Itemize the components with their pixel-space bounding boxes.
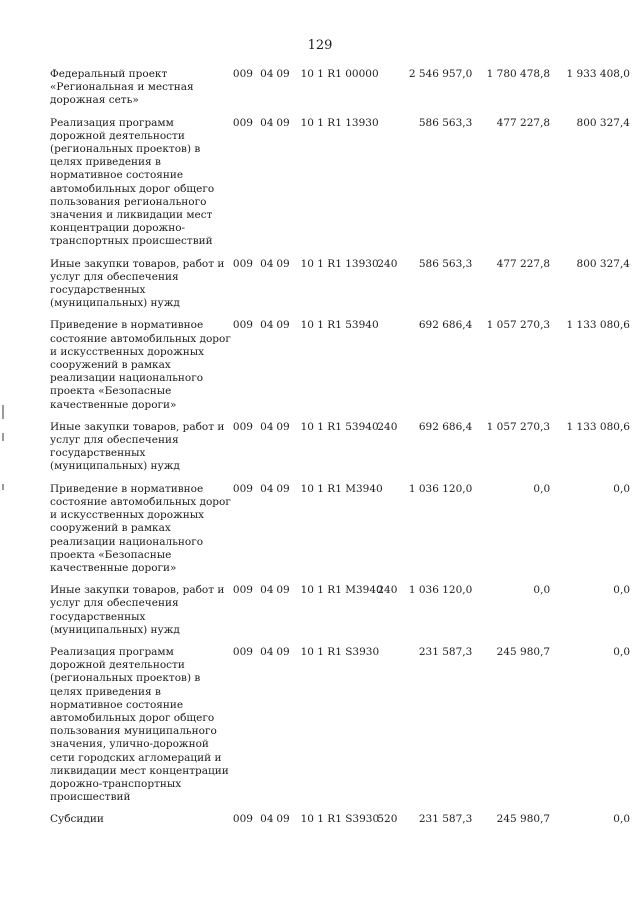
row-ved-code: 009: [232, 482, 253, 495]
row-target-article: 10 1 R1 13930: [300, 257, 379, 270]
row-section-code: 04: [260, 257, 274, 270]
row-spacer: [50, 804, 630, 813]
row-subsection-code: 09: [276, 482, 290, 495]
row-amount-year2: 1 780 478,8: [486, 68, 551, 80]
table-row: [50, 258, 630, 311]
row-subsection-code: 09: [276, 420, 290, 433]
table-row: [50, 68, 630, 108]
table-row: [50, 117, 630, 249]
row-subsection-code: 09: [276, 645, 290, 658]
row-amount-year1: 586 563,3: [418, 257, 473, 270]
row-target-article: 10 1 R1 S3930: [300, 813, 380, 826]
row-spacer-cell: [50, 249, 630, 258]
row-name: Иные закупки товаров, работ и услуг для обеспечения государственных (муниципальных) нужд: [50, 257, 225, 310]
row-target-article: 10 1 R1 53940: [300, 319, 379, 332]
row-amount-year3: 1 133 080,6: [566, 420, 630, 433]
row-ved-code: 009: [232, 68, 253, 80]
table-body: [50, 68, 630, 827]
row-section-code: 04: [260, 319, 274, 332]
row-amount-year2: 0,0: [533, 584, 551, 597]
scan-edge-mark: [2, 484, 4, 490]
row-amount-year1: 692 686,4: [418, 319, 473, 332]
row-name: Приведение в нормативное состояние автомобильных дорог и искусственных дорожных сооружений в рамках реализации национального проекта «Безопасные качественные дороги»: [50, 482, 231, 574]
row-target-article: 10 1 R1 53940: [300, 420, 379, 433]
table-row: [50, 319, 630, 411]
row-amount-year1: 586 563,3: [418, 116, 473, 129]
row-section-code: 04: [260, 584, 274, 597]
row-amount-year1: 231 587,3: [418, 645, 473, 658]
budget-table: [50, 68, 630, 827]
row-subsection-code: 09: [276, 319, 290, 332]
row-section-code: 04: [260, 813, 274, 826]
row-ved-code: 009: [232, 584, 253, 597]
row-amount-year3: 0,0: [613, 482, 630, 495]
row-section-code: 04: [260, 116, 274, 129]
row-section-code: 04: [260, 645, 274, 658]
row-subsection-code: 09: [276, 116, 290, 129]
row-expense-type: 240: [377, 420, 398, 433]
table-row: [50, 421, 630, 474]
row-name: Субсидии: [50, 813, 104, 826]
row-amount-year3: 1 133 080,6: [566, 319, 630, 332]
row-spacer-cell: [50, 310, 630, 319]
row-expense-type: [377, 68, 405, 108]
row-amount-year3: 0,0: [613, 813, 630, 826]
row-expense-type: [377, 483, 405, 575]
row-spacer-cell: [50, 575, 630, 584]
row-spacer: [50, 412, 630, 421]
row-spacer-cell: [50, 108, 630, 117]
row-section-code: 04: [260, 420, 274, 433]
row-ved-code: 009: [232, 645, 253, 658]
row-ved-code: 009: [232, 813, 253, 826]
row-amount-year1: 231 587,3: [418, 813, 473, 826]
row-spacer: [50, 249, 630, 258]
row-spacer-cell: [50, 474, 630, 483]
row-expense-type: 240: [377, 257, 398, 270]
table-row: [50, 646, 630, 804]
row-spacer: [50, 637, 630, 646]
row-ved-code: 009: [232, 257, 253, 270]
row-target-article: 10 1 R1 13930: [300, 116, 379, 129]
row-ved-code: 009: [232, 420, 253, 433]
row-expense-type: [377, 646, 405, 804]
row-ved-code: 009: [232, 319, 253, 332]
row-amount-year1: 1 036 120,0: [408, 584, 473, 597]
row-target-article: 10 1 R1 M3940: [300, 482, 383, 495]
table-row: [50, 813, 630, 826]
row-spacer: [50, 575, 630, 584]
row-amount-year1: 692 686,4: [418, 420, 473, 433]
row-subsection-code: 09: [276, 257, 290, 270]
row-subsection-code: 09: [276, 68, 290, 80]
row-section-code: 04: [260, 68, 274, 80]
row-target-article: 10 1 R1 00000: [300, 68, 379, 80]
row-expense-type: 240: [377, 584, 398, 597]
row-amount-year1: 2 546 957,0: [408, 68, 473, 80]
row-amount-year2: 477 227,8: [496, 116, 551, 129]
row-ved-code: 009: [232, 116, 253, 129]
row-amount-year2: 245 980,7: [496, 813, 551, 826]
scan-edge-mark: [2, 433, 4, 441]
row-name: Реализация программ дорожной деятельности (региональных проектов) в целях приведения в нормативное состояние автомобильных дорог общего пользования муниципального значения, улично-дорожной сети городских агломераций и ликвидации мест концентрации дорожно-транспортных происшествий: [50, 645, 229, 804]
scan-edge-mark: [2, 405, 4, 419]
row-amount-year3: 800 327,4: [576, 116, 630, 129]
row-target-article: 10 1 R1 M3940: [300, 584, 383, 597]
row-spacer-cell: [50, 637, 630, 646]
row-spacer-cell: [50, 412, 630, 421]
row-amount-year3: 800 327,4: [576, 257, 630, 270]
row-spacer-cell: [50, 804, 630, 813]
row-amount-year2: 0,0: [533, 482, 551, 495]
row-amount-year2: 1 057 270,3: [486, 420, 551, 433]
row-spacer: [50, 474, 630, 483]
row-name: Приведение в нормативное состояние автомобильных дорог и искусственных дорожных сооружений в рамках реализации национального проекта «Безопасные качественные дороги»: [50, 319, 231, 411]
row-expense-type: [377, 319, 405, 411]
row-name: Иные закупки товаров, работ и услуг для обеспечения государственных (муниципальных) нужд: [50, 420, 225, 473]
table-row: [50, 483, 630, 575]
row-section-code: 04: [260, 482, 274, 495]
row-name: Федеральный проект «Региональная и местная дорожная сеть»: [50, 68, 194, 107]
row-amount-year1: 1 036 120,0: [408, 482, 473, 495]
row-amount-year2: 1 057 270,3: [486, 319, 551, 332]
row-target-article: 10 1 R1 S3930: [300, 645, 380, 658]
row-spacer: [50, 108, 630, 117]
row-subsection-code: 09: [276, 813, 290, 826]
row-name: Реализация программ дорожной деятельности (региональных проектов) в целях приведения в нормативное состояние автомобильных дорог общего пользования регионального значения и ликвидации мест концентрации дорожно-транспортных происшествий: [50, 116, 215, 248]
row-amount-year3: 0,0: [613, 645, 630, 658]
row-expense-type: [377, 117, 405, 249]
row-amount-year3: 1 933 408,0: [566, 68, 630, 80]
row-spacer: [50, 310, 630, 319]
row-amount-year2: 477 227,8: [496, 257, 551, 270]
row-amount-year2: 245 980,7: [496, 645, 551, 658]
row-subsection-code: 09: [276, 584, 290, 597]
row-amount-year3: 0,0: [613, 584, 630, 597]
row-name: Иные закупки товаров, работ и услуг для обеспечения государственных (муниципальных) нужд: [50, 584, 225, 636]
table-row: [50, 584, 630, 637]
page-number: 129: [307, 38, 333, 53]
row-expense-type: 520: [377, 813, 398, 826]
